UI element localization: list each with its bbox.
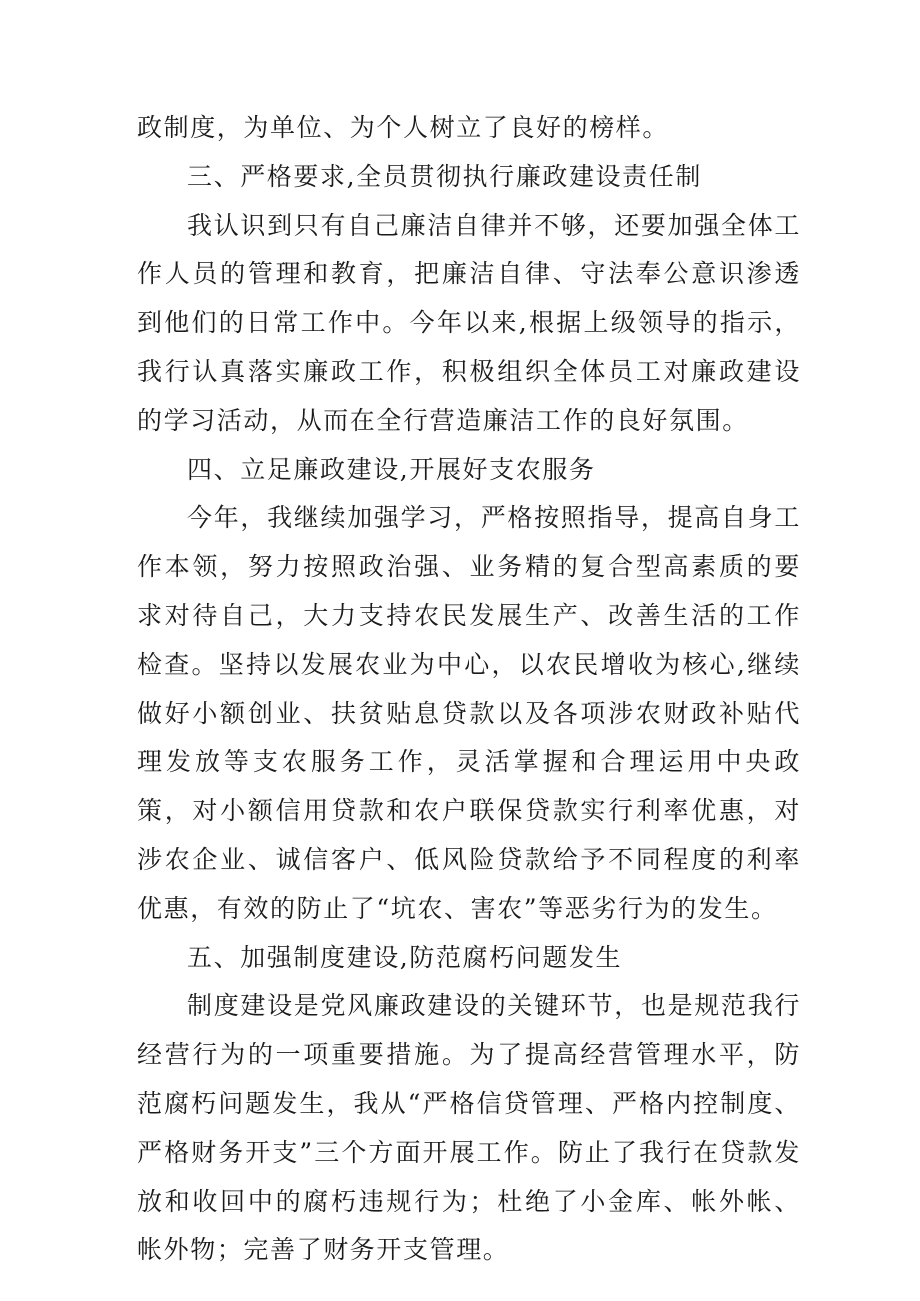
paragraph-section-five: 制度建设是党风廉政建设的关键环节，也是规范我行经营行为的一项重要措施。为了提高经营管理水平，防范腐朽问题发生，我从“严格信贷管理、严格内控制度、严格财务开支”三个方面开展工作。防止了我行在贷款发放和收回中的腐朽违规行为；杜绝了小金库、帐外帐、帐外物；完善了财务开支管理。 [137, 991, 801, 1265]
section-heading-five: 五、加强制度建设,防范腐朽问题发生 [187, 942, 623, 972]
document-body [137, 104, 801, 1275]
paragraph-continuation: 政制度，为单位、为个人树立了良好的榜样。 [137, 113, 670, 142]
paragraph-section-three: 我认识到只有自己廉洁自律并不够，还要加强全体工作人员的管理和教育，把廉洁自律、守法奉公意识渗透到他们的日常工作中。今年以来,根据上级领导的指示，我行认真落实廉政工作，积极组织全体员工对廉政建设的学习活动，从而在全行营造廉洁工作的良好氛围。 [137, 210, 801, 435]
section-heading-three: 三、严格要求,全员贯彻执行廉政建设责任制 [187, 161, 702, 191]
section-heading-four: 四、立足廉政建设,开展好支农服务 [187, 454, 596, 484]
paragraph-section-four: 今年，我继续加强学习，严格按照指导，提高自身工作本领，努力按照政治强、业务精的复合型高素质的要求对待自己，大力支持农民发展生产、改善生活的工作检查。坚持以发展农业为中心，以农民增收为核心,继续做好小额创业、扶贫贴息贷款以及各项涉农财政补贴代理发放等支农服务工作，灵活掌握和合理运用中央政策，对小额信用贷款和农户联保贷款实行利率优惠，对涉农企业、诚信客户、低风险贷款给予不同程度的利率优惠，有效的防止了“坑农、害农”等恶劣行为的发生。 [137, 503, 801, 923]
